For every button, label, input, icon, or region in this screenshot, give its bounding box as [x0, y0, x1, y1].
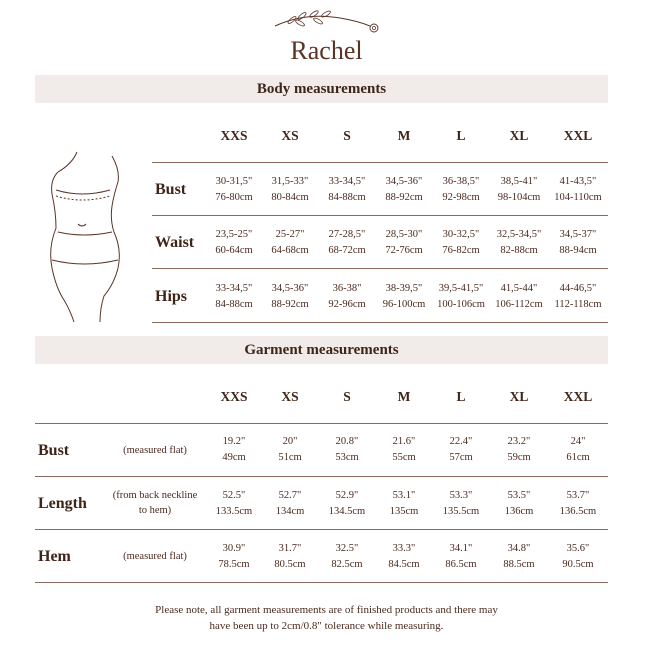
body-cell: 39,5-41,5" 100-106cm: [437, 283, 485, 310]
body-row-label-hips: Hips: [155, 288, 188, 305]
body-cell: 30-32,5" 76-82cm: [442, 229, 480, 256]
garment-cell: 53.3" 135.5cm: [442, 490, 480, 517]
garment-cell: 19.2" 49cm: [222, 436, 246, 463]
olive-branch-icon: [270, 6, 380, 36]
garment-cell: 34.1" 86.5cm: [445, 543, 477, 570]
garment-size-l: L: [456, 389, 466, 404]
garment-row-label-hem: Hem: [38, 548, 71, 565]
garment-measurements-band: [35, 336, 608, 364]
garment-cell: 24" 61cm: [566, 436, 590, 463]
footnote: [0, 602, 653, 634]
body-row-label-waist: Waist: [155, 234, 195, 251]
garment-size-xs: XS: [281, 389, 299, 404]
body-cell: 23,5-25" 60-64cm: [215, 229, 253, 256]
body-rule-top: [152, 162, 608, 163]
garment-cell: 33.3" 84.5cm: [388, 543, 420, 570]
garment-cell: 35.6" 90.5cm: [562, 543, 594, 570]
body-size-xl: XL: [509, 128, 529, 143]
body-cell: 36-38" 92-96cm: [328, 283, 366, 310]
garment-cell: 52.5" 133.5cm: [215, 490, 253, 517]
garment-cell: 52.7" 134cm: [275, 490, 305, 517]
body-cell: 25-27" 64-68cm: [271, 229, 309, 256]
garment-cell: 32.5" 82.5cm: [331, 543, 363, 570]
garment-size-xl: XL: [509, 389, 529, 404]
garment-cell: 22.4" 57cm: [449, 436, 473, 463]
body-measurements-band: [35, 75, 608, 103]
brand-name: Rachel: [290, 36, 363, 65]
garment-rule-top: [35, 423, 608, 424]
garment-cell: 23.2" 59cm: [507, 436, 531, 463]
garment-rule-bottom: [35, 582, 608, 583]
body-size-m: M: [397, 128, 411, 143]
garment-cell: 34.8" 88.5cm: [503, 543, 535, 570]
body-rule-2: [152, 268, 608, 269]
body-cell: 41,5-44" 106-112cm: [495, 283, 543, 310]
garment-cell: 30.9" 78.5cm: [218, 543, 250, 570]
garment-cell: 53.7" 136.5cm: [559, 490, 597, 517]
body-cell: 38-39,5" 96-100cm: [382, 283, 426, 310]
garment-cell: 31.7" 80.5cm: [274, 543, 306, 570]
footnote-line-2: have been up to 2cm/0.8" tolerance while measuring.: [209, 620, 444, 632]
garment-size-xxs: XXS: [220, 389, 248, 404]
body-cell: 36-38,5" 92-98cm: [442, 176, 480, 203]
garment-cell: 21.6" 55cm: [392, 436, 416, 463]
body-cell: 31,5-33" 80-84cm: [271, 176, 309, 203]
body-row-label-bust: Bust: [155, 181, 187, 198]
garment-measurements-title: Garment measurements: [244, 342, 399, 358]
garment-row-label-length: Length: [38, 495, 87, 512]
body-rule-1: [152, 215, 608, 216]
body-cell: 34,5-37" 88-94cm: [559, 229, 597, 256]
garment-cell: 20.8" 53cm: [335, 436, 359, 463]
body-cell: 34,5-36" 88-92cm: [271, 283, 309, 310]
body-cell: 38,5-41" 98-104cm: [497, 176, 541, 203]
garment-row-label-bust: Bust: [38, 442, 70, 459]
body-cell: 27-28,5" 68-72cm: [328, 229, 366, 256]
body-size-l: L: [456, 128, 466, 143]
garment-cell: 53.1" 135cm: [389, 490, 419, 517]
body-size-xxs: XXS: [220, 128, 248, 143]
body-cell: 30-31,5" 76-80cm: [215, 176, 253, 203]
garment-size-xxl: XXL: [563, 389, 593, 404]
body-size-xs: XS: [281, 128, 299, 143]
body-cell: 33-34,5" 84-88cm: [215, 283, 253, 310]
garment-cell: 52.9" 134.5cm: [328, 490, 366, 517]
body-size-s: S: [343, 128, 351, 143]
body-size-xxl: XXL: [563, 128, 593, 143]
garment-rule-2: [35, 529, 608, 530]
garment-size-m: M: [397, 389, 411, 404]
footnote-line-1: Please note, all garment measurements are of finished products and there may: [155, 604, 498, 616]
garment-cell: 53.5" 136cm: [504, 490, 534, 517]
body-cell: 44-46,5" 112-118cm: [554, 283, 602, 310]
body-cell: 33-34,5" 84-88cm: [328, 176, 366, 203]
body-silhouette-icon: [42, 150, 132, 325]
garment-row-note-hem: (measured flat): [123, 551, 187, 562]
garment-size-s: S: [343, 389, 351, 404]
garment-row-note-bust: (measured flat): [123, 445, 187, 456]
body-rule-bottom: [152, 322, 608, 323]
body-measurements-title: Body measurements: [256, 81, 387, 97]
body-cell: 34,5-36" 88-92cm: [385, 176, 423, 203]
body-cell: 32,5-34,5" 82-88cm: [496, 229, 542, 256]
garment-rule-1: [35, 476, 608, 477]
garment-cell: 20" 51cm: [278, 436, 302, 463]
garment-row-note-length: (from back neckline to hem): [112, 490, 198, 516]
body-cell: 41-43,5" 104-110cm: [554, 176, 602, 203]
body-cell: 28,5-30" 72-76cm: [385, 229, 423, 256]
